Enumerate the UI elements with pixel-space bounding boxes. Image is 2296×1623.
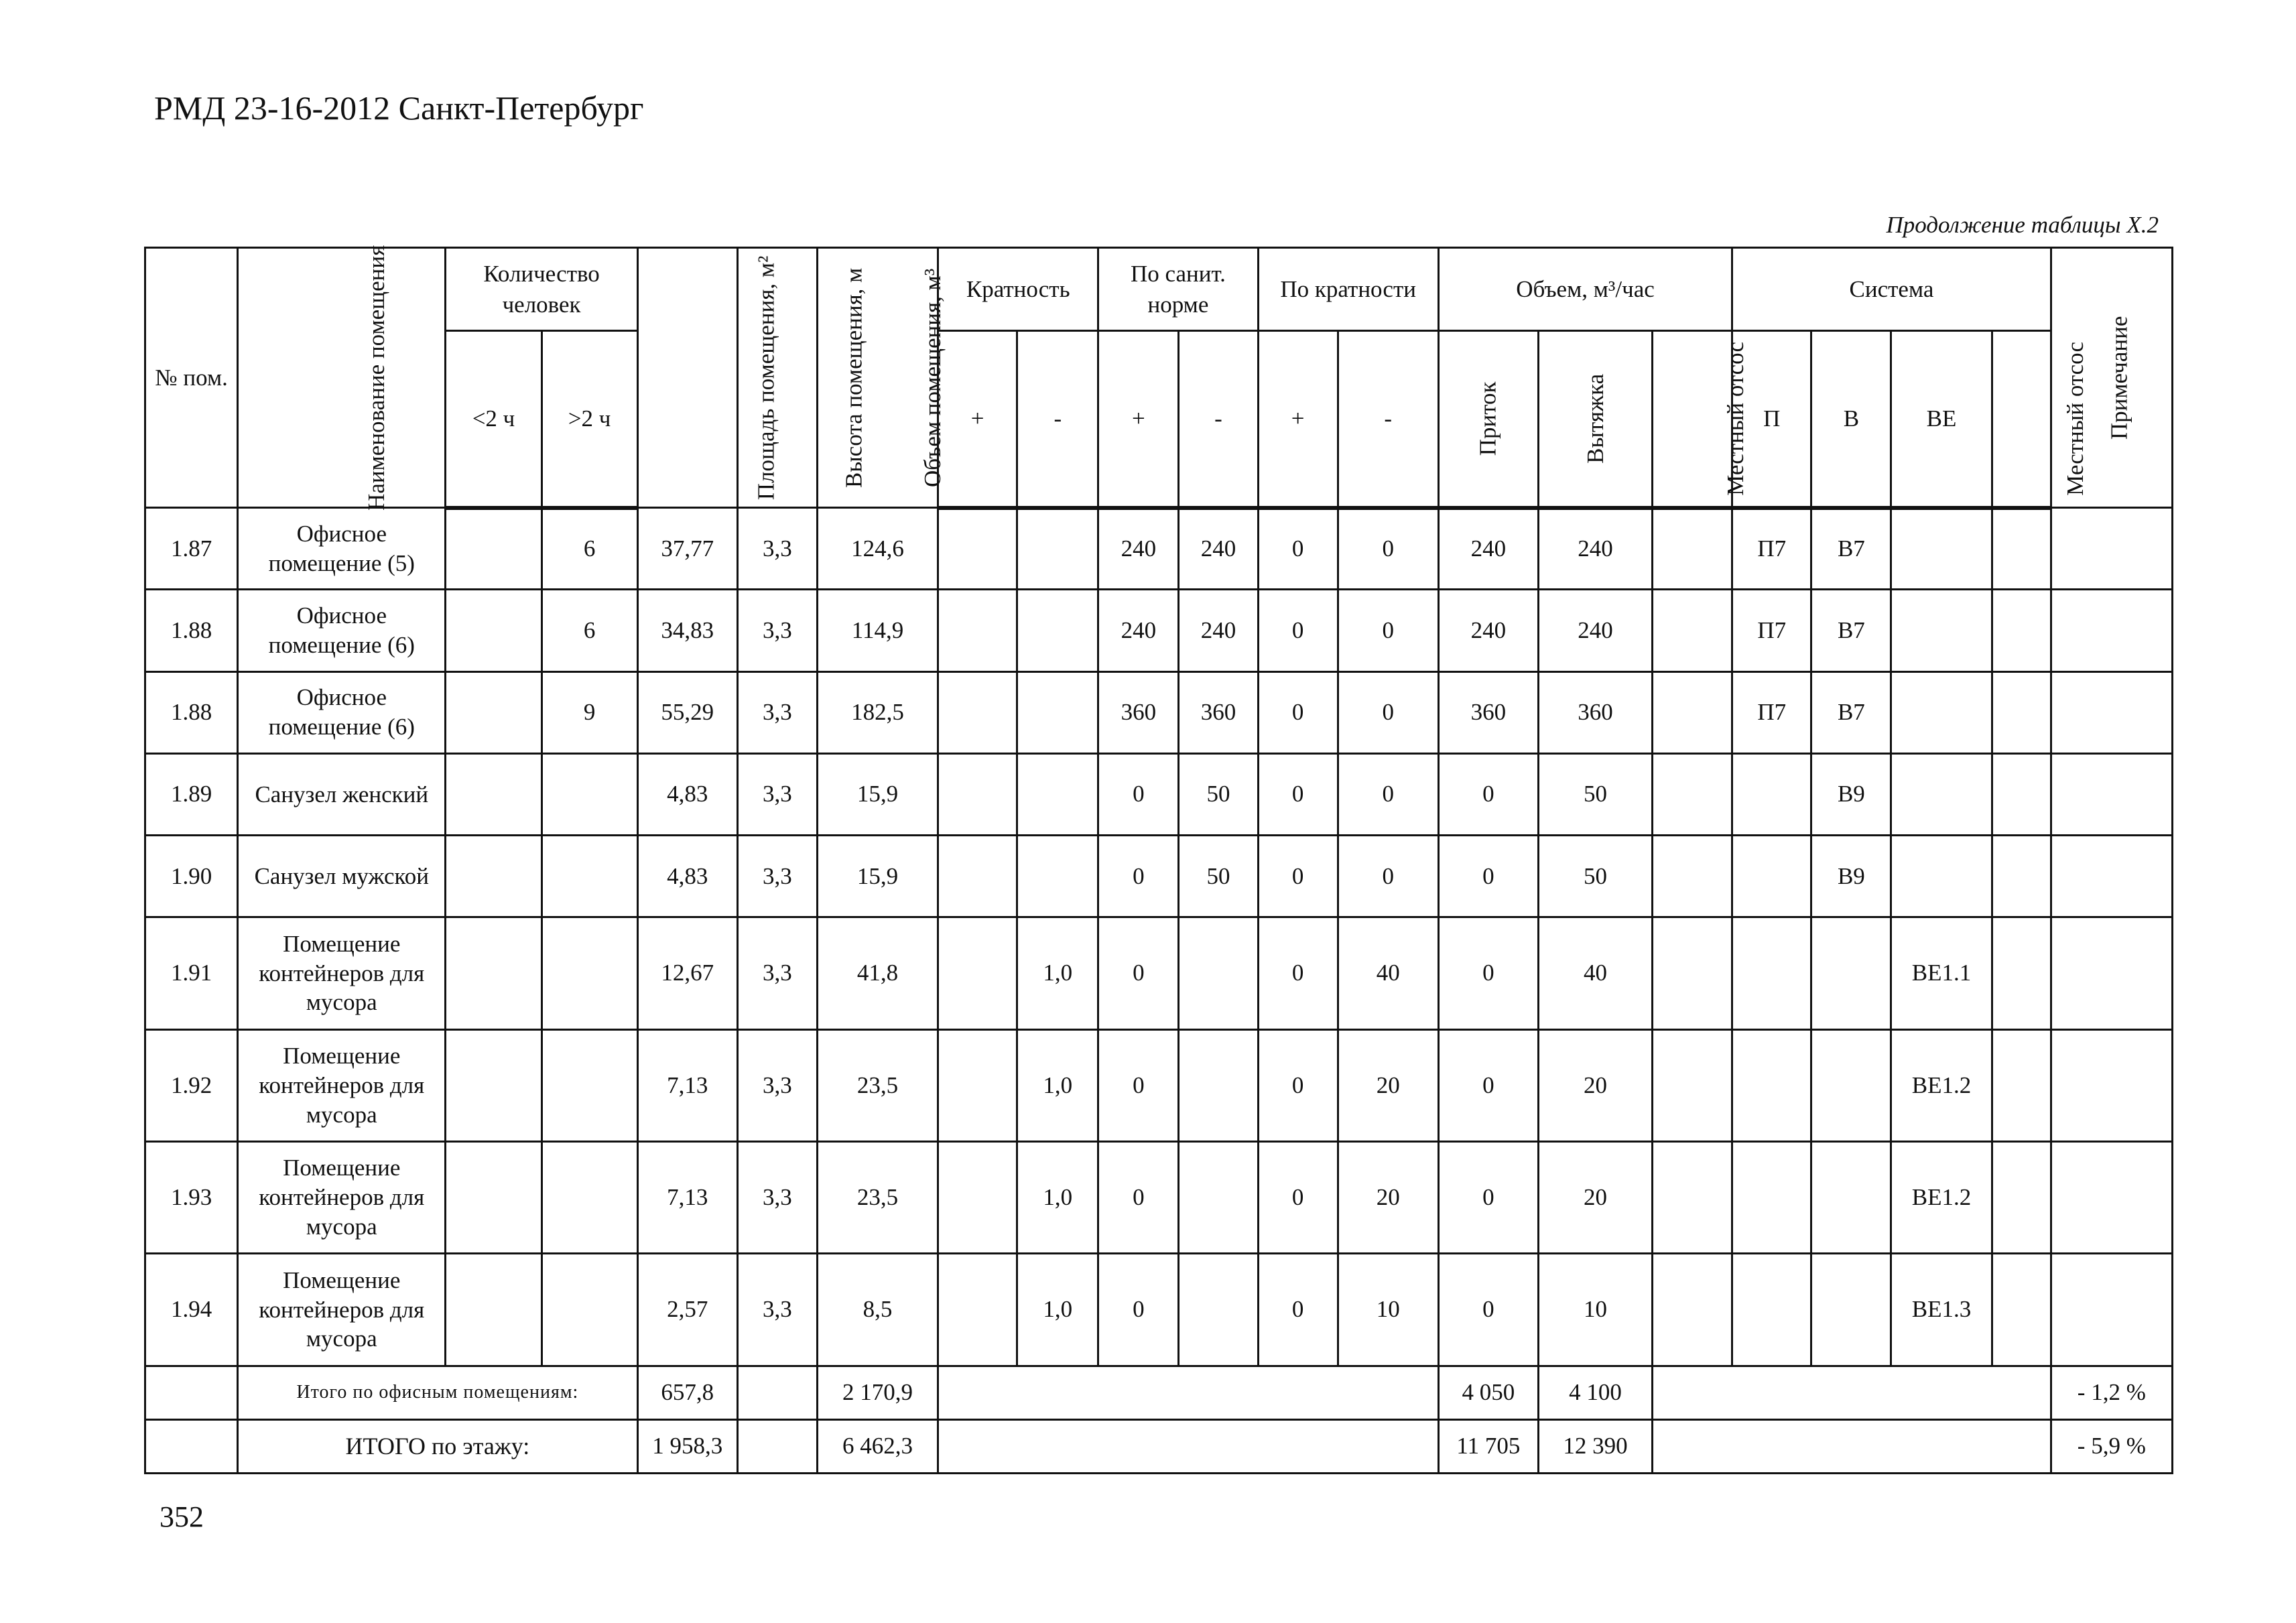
cell-by-rate-plus: 0 xyxy=(1258,1029,1338,1141)
table-row xyxy=(145,836,2173,917)
cell-by-rate-plus: 0 xyxy=(1258,590,1338,671)
table-row xyxy=(145,671,2173,753)
cell-exhaust: 50 xyxy=(1538,836,1652,917)
cell-sanit-plus: 360 xyxy=(1098,671,1179,753)
cell-supply: 0 xyxy=(1438,836,1538,917)
cell-supply: 0 xyxy=(1438,1254,1538,1366)
cell-local xyxy=(1653,1029,1732,1141)
col-header-note: Примечание xyxy=(2051,248,2172,508)
total-empty-cell xyxy=(1653,1419,2051,1473)
cell-sys-ve: ВЕ1.3 xyxy=(1891,1254,1992,1366)
cell-rate-minus xyxy=(1017,508,1098,590)
table-continuation-caption: Продолжение таблицы Х.2 xyxy=(1886,212,2159,238)
col-header-gt2: >2 ч xyxy=(541,331,637,508)
total-volume: 2 170,9 xyxy=(817,1366,938,1419)
cell-note xyxy=(2051,836,2172,917)
cell-gt2: 6 xyxy=(541,508,637,590)
cell-height: 3,3 xyxy=(737,917,817,1029)
cell-sys-p: П7 xyxy=(1732,671,1811,753)
cell-sanit-plus: 0 xyxy=(1098,1029,1179,1141)
cell-sys-ve xyxy=(1891,590,1992,671)
cell-sys-p xyxy=(1732,1254,1811,1366)
cell-by-rate-minus: 20 xyxy=(1338,1029,1438,1141)
cell-rate-minus: 1,0 xyxy=(1017,1254,1098,1366)
cell-sanit-minus xyxy=(1179,1254,1258,1366)
cell-sys-v xyxy=(1811,1029,1891,1141)
cell-sanit-minus: 240 xyxy=(1179,590,1258,671)
cell-number: 1.88 xyxy=(145,590,238,671)
cell-sanit-plus: 0 xyxy=(1098,753,1179,835)
col-header-volume: Объем помещения, м³ xyxy=(817,248,938,508)
cell-gt2 xyxy=(541,1029,637,1141)
cell-lt2 xyxy=(446,917,541,1029)
cell-sys-v: В7 xyxy=(1811,590,1891,671)
cell-volume: 41,8 xyxy=(817,917,938,1029)
cell-exhaust: 240 xyxy=(1538,508,1652,590)
total-empty-cell xyxy=(938,1366,1439,1419)
cell-sys-local xyxy=(1992,917,2051,1029)
total-volume: 6 462,3 xyxy=(817,1419,938,1473)
cell-supply: 0 xyxy=(1438,1029,1538,1141)
cell-sys-ve xyxy=(1891,508,1992,590)
total-supply: 11 705 xyxy=(1438,1419,1538,1473)
cell-gt2 xyxy=(541,917,637,1029)
cell-lt2 xyxy=(446,1029,541,1141)
cell-volume: 182,5 xyxy=(817,671,938,753)
cell-by-rate-minus: 10 xyxy=(1338,1254,1438,1366)
cell-note xyxy=(2051,1029,2172,1141)
cell-rate-plus xyxy=(938,753,1017,835)
cell-local xyxy=(1653,1141,1732,1253)
cell-volume: 15,9 xyxy=(817,753,938,835)
cell-name: Санузел мужской xyxy=(238,836,446,917)
cell-rate-plus xyxy=(938,836,1017,917)
cell-height: 3,3 xyxy=(737,508,817,590)
col-header-sanit-minus: - xyxy=(1179,331,1258,508)
table-row xyxy=(145,590,2173,671)
cell-sanit-plus: 240 xyxy=(1098,508,1179,590)
total-area: 1 958,3 xyxy=(637,1419,737,1473)
cell-height: 3,3 xyxy=(737,836,817,917)
cell-lt2 xyxy=(446,508,541,590)
cell-number: 1.89 xyxy=(145,753,238,835)
col-header-sys-v: В xyxy=(1811,331,1891,508)
cell-gt2: 9 xyxy=(541,671,637,753)
cell-height: 3,3 xyxy=(737,1029,817,1141)
cell-rate-minus xyxy=(1017,671,1098,753)
cell-by-rate-minus: 0 xyxy=(1338,590,1438,671)
cell-area: 37,77 xyxy=(637,508,737,590)
total-supply: 4 050 xyxy=(1438,1366,1538,1419)
cell-rate-plus xyxy=(938,508,1017,590)
cell-name: Помещение контейнеров для мусора xyxy=(238,1254,446,1366)
cell-lt2 xyxy=(446,1254,541,1366)
cell-local xyxy=(1653,753,1732,835)
cell-sys-v: В7 xyxy=(1811,671,1891,753)
cell-note xyxy=(2051,508,2172,590)
cell-sys-local xyxy=(1992,753,2051,835)
cell-rate-minus xyxy=(1017,590,1098,671)
cell-height: 3,3 xyxy=(737,671,817,753)
table-row xyxy=(145,753,2173,835)
cell-number: 1.88 xyxy=(145,671,238,753)
cell-volume: 124,6 xyxy=(817,508,938,590)
cell-lt2 xyxy=(446,671,541,753)
cell-height: 3,3 xyxy=(737,753,817,835)
cell-rate-minus xyxy=(1017,836,1098,917)
cell-sys-local xyxy=(1992,508,2051,590)
cell-sys-v xyxy=(1811,917,1891,1029)
cell-exhaust: 50 xyxy=(1538,753,1652,835)
cell-by-rate-minus: 0 xyxy=(1338,671,1438,753)
cell-sys-p xyxy=(1732,1141,1811,1253)
cell-sys-ve xyxy=(1891,671,1992,753)
col-header-area: Площадь помещения, м² xyxy=(637,248,737,508)
cell-by-rate-minus: 20 xyxy=(1338,1141,1438,1253)
total-area: 657,8 xyxy=(637,1366,737,1419)
cell-area: 7,13 xyxy=(637,1141,737,1253)
cell-note xyxy=(2051,1254,2172,1366)
cell-rate-minus: 1,0 xyxy=(1017,1141,1098,1253)
cell-exhaust: 20 xyxy=(1538,1141,1652,1253)
cell-volume: 114,9 xyxy=(817,590,938,671)
ventilation-table xyxy=(144,247,2173,1474)
cell-sys-p xyxy=(1732,753,1811,835)
table-row xyxy=(145,508,2173,590)
cell-rate-minus: 1,0 xyxy=(1017,1029,1098,1141)
cell-sys-p xyxy=(1732,836,1811,917)
total-label: Итого по офисным помещениям: xyxy=(238,1366,638,1419)
cell-volume: 23,5 xyxy=(817,1029,938,1141)
subtotal-row xyxy=(145,1366,2173,1419)
cell-sys-ve: ВЕ1.2 xyxy=(1891,1029,1992,1141)
document-title: РМД 23-16-2012 Санкт-Петербург xyxy=(154,89,644,127)
cell-name: Помещение контейнеров для мусора xyxy=(238,1141,446,1253)
cell-sanit-plus: 0 xyxy=(1098,836,1179,917)
cell-name: Офисное помещение (5) xyxy=(238,508,446,590)
col-header-rate-minus: - xyxy=(1017,331,1098,508)
cell-volume: 23,5 xyxy=(817,1141,938,1253)
cell-sys-ve: ВЕ1.1 xyxy=(1891,917,1992,1029)
cell-rate-minus xyxy=(1017,753,1098,835)
col-header-sys-ve: ВЕ xyxy=(1891,331,1992,508)
col-header-sys-p: П xyxy=(1732,331,1811,508)
total-empty-cell xyxy=(145,1366,238,1419)
cell-sys-local xyxy=(1992,671,2051,753)
cell-exhaust: 20 xyxy=(1538,1029,1652,1141)
cell-gt2 xyxy=(541,753,637,835)
cell-by-rate-minus: 40 xyxy=(1338,917,1438,1029)
cell-sys-ve xyxy=(1891,836,1992,917)
cell-sanit-minus: 360 xyxy=(1179,671,1258,753)
cell-sys-ve: ВЕ1.2 xyxy=(1891,1141,1992,1253)
total-empty-cell xyxy=(737,1366,817,1419)
cell-sys-p xyxy=(1732,917,1811,1029)
total-empty-cell xyxy=(1653,1366,2051,1419)
cell-height: 3,3 xyxy=(737,590,817,671)
cell-height: 3,3 xyxy=(737,1141,817,1253)
cell-rate-plus xyxy=(938,671,1017,753)
cell-by-rate-plus: 0 xyxy=(1258,1254,1338,1366)
cell-sanit-minus: 50 xyxy=(1179,753,1258,835)
cell-area: 4,83 xyxy=(637,753,737,835)
col-header-local: Местный отсос xyxy=(1653,331,1732,508)
cell-local xyxy=(1653,508,1732,590)
table-row xyxy=(145,917,2173,1029)
cell-lt2 xyxy=(446,753,541,835)
col-header-exhaust: Вытяжка xyxy=(1538,331,1652,508)
cell-name: Санузел женский xyxy=(238,753,446,835)
cell-note xyxy=(2051,671,2172,753)
cell-local xyxy=(1653,917,1732,1029)
cell-note xyxy=(2051,590,2172,671)
cell-gt2 xyxy=(541,836,637,917)
cell-by-rate-minus: 0 xyxy=(1338,508,1438,590)
cell-lt2 xyxy=(446,590,541,671)
page-number: 352 xyxy=(160,1500,204,1533)
cell-rate-minus: 1,0 xyxy=(1017,917,1098,1029)
cell-rate-plus xyxy=(938,917,1017,1029)
col-header-rate: Кратность xyxy=(938,248,1098,331)
cell-note xyxy=(2051,753,2172,835)
col-header-supply: Приток xyxy=(1438,331,1538,508)
cell-by-rate-plus: 0 xyxy=(1258,1141,1338,1253)
col-header-sanit: По санит. норме xyxy=(1098,248,1258,331)
cell-name: Помещение контейнеров для мусора xyxy=(238,917,446,1029)
cell-name: Помещение контейнеров для мусора xyxy=(238,1029,446,1141)
col-header-by-rate: По кратности xyxy=(1258,248,1438,331)
cell-area: 12,67 xyxy=(637,917,737,1029)
cell-number: 1.91 xyxy=(145,917,238,1029)
cell-gt2: 6 xyxy=(541,590,637,671)
cell-sys-local xyxy=(1992,1254,2051,1366)
cell-supply: 240 xyxy=(1438,508,1538,590)
cell-sanit-plus: 0 xyxy=(1098,1254,1179,1366)
cell-by-rate-minus: 0 xyxy=(1338,753,1438,835)
cell-area: 7,13 xyxy=(637,1029,737,1141)
cell-supply: 0 xyxy=(1438,753,1538,835)
col-header-name: Наименование помещения xyxy=(238,248,446,508)
cell-exhaust: 10 xyxy=(1538,1254,1652,1366)
cell-sys-p xyxy=(1732,1029,1811,1141)
cell-exhaust: 240 xyxy=(1538,590,1652,671)
cell-sanit-plus: 0 xyxy=(1098,917,1179,1029)
cell-sys-local xyxy=(1992,1141,2051,1253)
cell-sys-ve xyxy=(1891,753,1992,835)
cell-by-rate-plus: 0 xyxy=(1258,671,1338,753)
cell-by-rate-minus: 0 xyxy=(1338,836,1438,917)
col-header-flow: Объем, м³/час xyxy=(1438,248,1732,331)
cell-local xyxy=(1653,836,1732,917)
cell-gt2 xyxy=(541,1254,637,1366)
col-header-rate-plus: + xyxy=(938,331,1017,508)
cell-sanit-minus: 50 xyxy=(1179,836,1258,917)
cell-gt2 xyxy=(541,1141,637,1253)
cell-volume: 8,5 xyxy=(817,1254,938,1366)
cell-note xyxy=(2051,917,2172,1029)
cell-exhaust: 360 xyxy=(1538,671,1652,753)
cell-number: 1.90 xyxy=(145,836,238,917)
cell-supply: 0 xyxy=(1438,1141,1538,1253)
cell-number: 1.87 xyxy=(145,508,238,590)
cell-by-rate-plus: 0 xyxy=(1258,917,1338,1029)
cell-local xyxy=(1653,590,1732,671)
cell-local xyxy=(1653,671,1732,753)
cell-sys-v: В9 xyxy=(1811,753,1891,835)
cell-sys-p: П7 xyxy=(1732,590,1811,671)
col-header-system: Система xyxy=(1732,248,2051,331)
cell-by-rate-plus: 0 xyxy=(1258,836,1338,917)
cell-rate-plus xyxy=(938,1029,1017,1141)
cell-number: 1.94 xyxy=(145,1254,238,1366)
cell-supply: 0 xyxy=(1438,917,1538,1029)
cell-number: 1.92 xyxy=(145,1029,238,1141)
cell-name: Офисное помещение (6) xyxy=(238,671,446,753)
cell-sanit-minus xyxy=(1179,917,1258,1029)
total-exhaust: 12 390 xyxy=(1538,1419,1652,1473)
cell-sanit-minus xyxy=(1179,1029,1258,1141)
col-header-sys-local: Местный отсос xyxy=(1992,331,2051,508)
cell-supply: 240 xyxy=(1438,590,1538,671)
cell-area: 55,29 xyxy=(637,671,737,753)
col-header-by-rate-minus: - xyxy=(1338,331,1438,508)
cell-area: 4,83 xyxy=(637,836,737,917)
cell-exhaust: 40 xyxy=(1538,917,1652,1029)
table-row xyxy=(145,1141,2173,1253)
cell-height: 3,3 xyxy=(737,1254,817,1366)
cell-rate-plus xyxy=(938,1254,1017,1366)
total-note: - 5,9 % xyxy=(2051,1419,2172,1473)
cell-sys-v: В9 xyxy=(1811,836,1891,917)
col-header-sanit-plus: + xyxy=(1098,331,1179,508)
cell-sanit-plus: 240 xyxy=(1098,590,1179,671)
cell-area: 2,57 xyxy=(637,1254,737,1366)
cell-local xyxy=(1653,1254,1732,1366)
total-label: ИТОГО по этажу: xyxy=(238,1419,638,1473)
col-header-height: Высота помещения, м xyxy=(737,248,817,508)
total-empty-cell xyxy=(737,1419,817,1473)
cell-lt2 xyxy=(446,1141,541,1253)
col-header-number: № пом. xyxy=(145,248,238,508)
total-exhaust: 4 100 xyxy=(1538,1366,1652,1419)
col-header-by-rate-plus: + xyxy=(1258,331,1338,508)
table-row xyxy=(145,1254,2173,1366)
total-row xyxy=(145,1419,2173,1473)
cell-volume: 15,9 xyxy=(817,836,938,917)
cell-sanit-plus: 0 xyxy=(1098,1141,1179,1253)
cell-lt2 xyxy=(446,836,541,917)
cell-sys-v xyxy=(1811,1141,1891,1253)
cell-sys-p: П7 xyxy=(1732,508,1811,590)
cell-sys-v xyxy=(1811,1254,1891,1366)
cell-sys-local xyxy=(1992,1029,2051,1141)
total-empty-cell xyxy=(938,1419,1439,1473)
cell-sys-v: В7 xyxy=(1811,508,1891,590)
total-note: - 1,2 % xyxy=(2051,1366,2172,1419)
col-header-lt2: <2 ч xyxy=(446,331,541,508)
cell-sys-local xyxy=(1992,836,2051,917)
cell-rate-plus xyxy=(938,590,1017,671)
cell-rate-plus xyxy=(938,1141,1017,1253)
col-header-people: Количество человек xyxy=(446,248,637,331)
cell-number: 1.93 xyxy=(145,1141,238,1253)
table-row xyxy=(145,1029,2173,1141)
cell-sanit-minus xyxy=(1179,1141,1258,1253)
total-empty-cell xyxy=(145,1419,238,1473)
cell-supply: 360 xyxy=(1438,671,1538,753)
table-body xyxy=(145,508,2173,1474)
cell-sanit-minus: 240 xyxy=(1179,508,1258,590)
cell-area: 34,83 xyxy=(637,590,737,671)
cell-by-rate-plus: 0 xyxy=(1258,753,1338,835)
cell-sys-local xyxy=(1992,590,2051,671)
cell-note xyxy=(2051,1141,2172,1253)
cell-by-rate-plus: 0 xyxy=(1258,508,1338,590)
cell-name: Офисное помещение (6) xyxy=(238,590,446,671)
